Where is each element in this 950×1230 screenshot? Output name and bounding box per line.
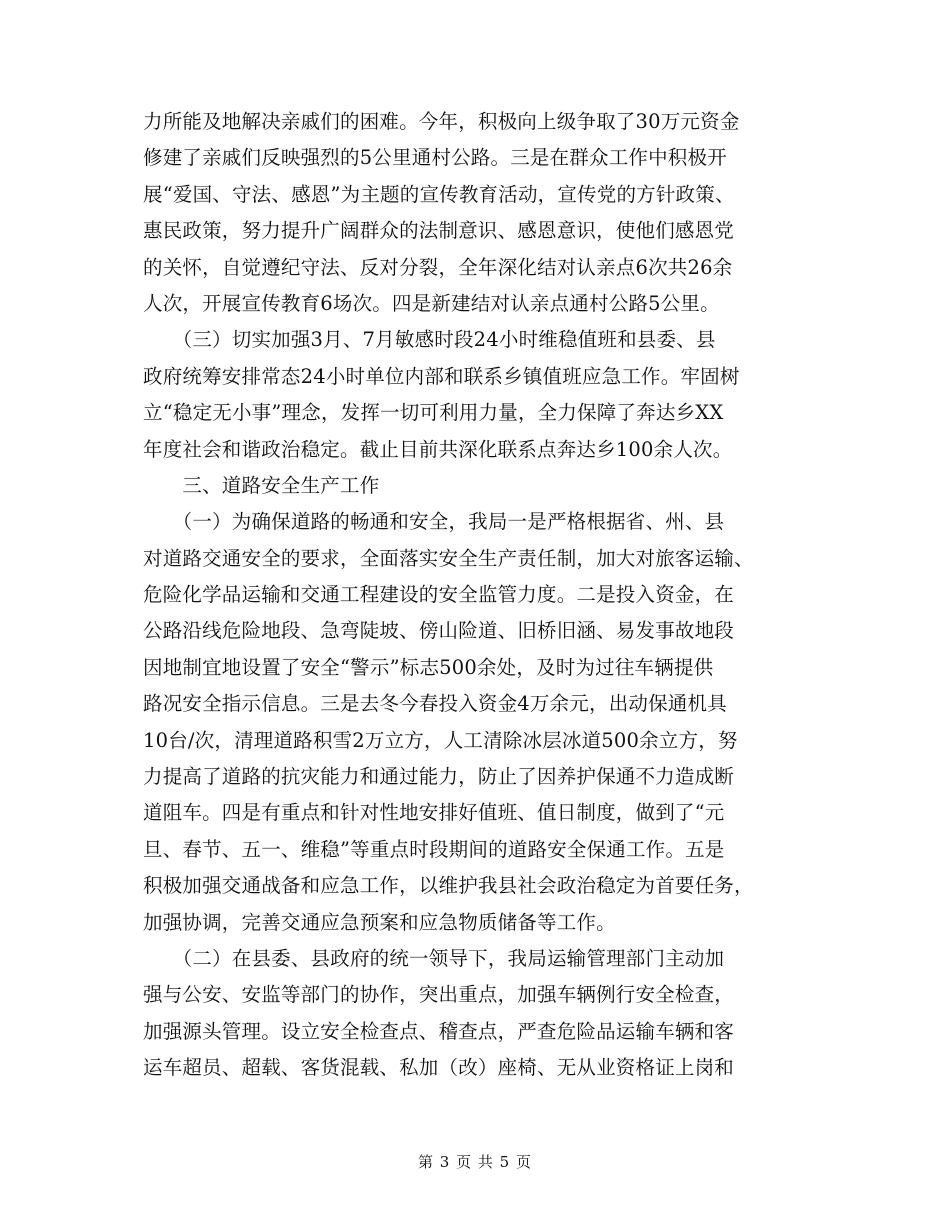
text-line: 人次，开展宣传教育6场次。四是新建结对认亲点通村公路5公里。 xyxy=(143,291,720,315)
text-line: 因地制宜地设置了安全“警示”标志500余处，及时为过往车辆提供 xyxy=(143,655,714,679)
text-line: 积极加强交通战备和应急工作，以维护我县社会政治稳定为首要任务， xyxy=(143,874,754,898)
text-line: 力所能及地解决亲戚们的困难。今年，积极向上级争取了30万元资金 xyxy=(143,110,740,133)
text-line: 运车超员、超载、客货混载、私加（改）座椅、无从业资格证上岗和 xyxy=(143,1056,735,1080)
text-line: 的关怀，自觉遵纪守法、反对分裂，全年深化结对认亲点6次共26余 xyxy=(143,255,733,279)
text-line: （一）为确保道路的畅通和安全，我局一是严格根据省、州、县 xyxy=(143,510,725,534)
text-line: （二）在县委、县政府的统一领导下，我局运输管理部门主动加 xyxy=(143,946,725,970)
text-line: 立“稳定无小事”理念，发挥一切可利用力量，全力保障了奔达乡XX xyxy=(143,401,724,425)
text-line: 惠民政策，努力提升广阔群众的法制意识、感恩意识，使他们感恩党 xyxy=(143,219,735,243)
text-line: 修建了亲戚们反映强烈的5公里通村公路。三是在群众工作中积极开 xyxy=(143,146,727,170)
text-line: 政府统筹安排常态24小时单位内部和联系乡镇值班应急工作。牢固树 xyxy=(143,364,740,388)
text-line: 对道路交通安全的要求，全面落实安全生产责任制，加大对旅客运输、 xyxy=(143,546,754,570)
text-line: 年度社会和谐政治稳定。截止目前共深化联系点奔达乡100余人次。 xyxy=(143,437,733,461)
body-text xyxy=(143,104,813,1087)
text-line: 公路沿线危险地段、急弯陡坡、傍山险道、旧桥旧涵、易发事故地段 xyxy=(143,619,735,643)
section-heading: 三、道路安全生产工作 xyxy=(143,473,380,497)
text-line: 旦、春节、五一、维稳”等重点时段期间的道路安全保通工作。五是 xyxy=(143,837,725,861)
text-line: 强与公安、安监等部门的协作，突出重点，加强车辆例行安全检查， xyxy=(143,983,735,1007)
text-line: 道阻车。四是有重点和针对性地安排好值班、值日制度，做到了“元 xyxy=(143,801,725,825)
text-line: 加强源头管理。设立安全检查点、稽查点，严查危险品运输车辆和客 xyxy=(143,1019,735,1043)
text-line: 10台/次，清理道路积雪2万立方，人工清除冰层冰道500余立方，努 xyxy=(143,728,738,752)
text-line: 路况安全指示信息。三是去冬今春投入资金4万余元，出动保通机具 xyxy=(143,692,727,716)
text-line: 力提高了道路的抗灾能力和通过能力，防止了因养护保通不力造成断 xyxy=(143,765,735,789)
page-number-footer: 第 3 页 共 5 页 xyxy=(418,1153,532,1171)
text-line: 展“爱国、守法、感恩”为主题的宣传教育活动，宣传党的方针政策、 xyxy=(143,182,735,206)
text-line: 危险化学品运输和交通工程建设的安全监管力度。二是投入资金，在 xyxy=(143,583,735,607)
text-line: （三）切实加强3月、7月敏感时段24小时维稳值班和县委、县 xyxy=(143,328,716,352)
text-line: 加强协调，完善交通应急预案和应急物质储备等工作。 xyxy=(143,910,616,934)
